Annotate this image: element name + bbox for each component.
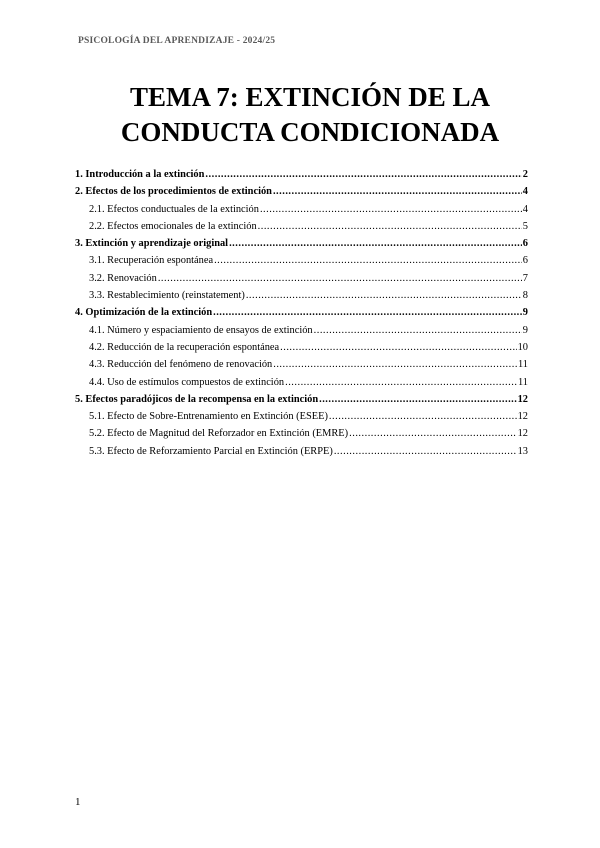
toc-subsection-entry[interactable] — [75, 218, 528, 235]
toc-entry-page: 11 — [517, 376, 528, 388]
toc-entry-page: 10 — [517, 341, 528, 353]
toc-subsection-entry[interactable] — [75, 339, 528, 356]
toc-entry-label: 5.3. Efecto de Reforzamiento Parcial en Extinción (ERPE) — [89, 445, 333, 457]
toc-subsection-entry[interactable] — [75, 270, 528, 287]
toc-leader-dots — [319, 391, 517, 408]
toc-section-entry[interactable] — [75, 183, 528, 200]
toc-entry-page: 9 — [522, 324, 528, 336]
toc-entry-label: 2.2. Efectos emocionales de la extinción — [89, 220, 257, 232]
toc-entry-label: 3. Extinción y aprendizaje original — [75, 238, 229, 250]
toc-entry-page: 8 — [522, 290, 528, 302]
document-title — [60, 80, 560, 150]
toc-entry-page: 4 — [522, 203, 528, 215]
toc-leader-dots — [258, 218, 522, 235]
toc-entry-label: 5.1. Efecto de Sobre-Entrenamiento en Extinción (ESEE) — [89, 411, 328, 423]
toc-subsection-entry[interactable] — [75, 201, 528, 218]
toc-subsection-entry[interactable] — [75, 356, 528, 373]
toc-entry-label: 2. Efectos de los procedimientos de extinción — [75, 186, 272, 198]
toc-section-entry[interactable] — [75, 235, 528, 252]
toc-entry-page: 5 — [522, 220, 528, 232]
page-header: PSICOLOGÍA DEL APRENDIZAJE - 2024/25 — [78, 36, 276, 46]
toc-entry-label: 1. Introducción a la extinción — [75, 169, 205, 180]
toc-leader-dots — [273, 183, 522, 200]
toc-leader-dots — [314, 322, 522, 339]
toc-entry-page: 11 — [517, 359, 528, 371]
toc-entry-label: 4.3. Reducción del fenómeno de renovación — [89, 359, 273, 371]
toc-subsection-entry[interactable] — [75, 408, 528, 425]
toc-entry-label: 4. Optimización de la extinción — [75, 307, 213, 319]
page-number: 1 — [75, 796, 81, 808]
toc-entry-page: 7 — [522, 272, 528, 284]
toc-entry-label: 3.1. Recuperación espontánea — [89, 255, 214, 267]
toc-entry-page: 12 — [517, 411, 528, 423]
table-of-contents — [75, 166, 528, 460]
toc-leader-dots — [349, 425, 516, 442]
toc-leader-dots — [213, 304, 522, 321]
toc-leader-dots — [285, 374, 517, 391]
toc-leader-dots — [246, 287, 522, 304]
toc-subsection-entry[interactable] — [75, 287, 528, 304]
toc-section-entry[interactable] — [75, 166, 528, 183]
toc-entry-label: 4.2. Reducción de la recuperación espontánea — [89, 341, 280, 353]
toc-leader-dots — [260, 201, 522, 218]
title-line-1: TEMA 7: EXTINCIÓN DE LA — [129, 82, 491, 112]
toc-entry-label: 3.3. Restablecimiento (reinstatement) — [89, 290, 245, 302]
toc-entry-page: 4 — [522, 186, 528, 198]
toc-subsection-entry[interactable] — [75, 252, 528, 269]
toc-entry-page: 6 — [522, 255, 528, 267]
toc-entry-label: 2.1. Efectos conductuales de la extinción — [89, 203, 259, 215]
toc-section-entry[interactable] — [75, 391, 528, 408]
toc-entry-page: 9 — [522, 307, 528, 319]
toc-subsection-entry[interactable] — [75, 322, 528, 339]
toc-subsection-entry[interactable] — [75, 374, 528, 391]
toc-entry-page: 6 — [522, 238, 528, 250]
toc-entry-label: 4.1. Número y espaciamiento de ensayos de extinción — [89, 324, 313, 336]
toc-entry-label: 5.2. Efecto de Magnitud del Reforzador en Extinción (EMRE) — [89, 428, 349, 440]
toc-leader-dots — [214, 252, 522, 269]
toc-section-entry[interactable] — [75, 304, 528, 321]
toc-entry-page: 12 — [517, 428, 528, 440]
toc-subsection-entry[interactable] — [75, 443, 528, 460]
title-line-2: CONDUCTA CONDICIONADA — [120, 117, 500, 147]
toc-entry-page: 12 — [517, 393, 528, 405]
toc-leader-dots — [329, 408, 517, 425]
toc-subsection-entry[interactable] — [75, 425, 528, 442]
toc-leader-dots — [334, 443, 517, 460]
toc-leader-dots — [229, 235, 522, 252]
toc-leader-dots — [205, 166, 521, 183]
toc-entry-label: 5. Efectos paradójicos de la recompensa en la extinción — [75, 393, 319, 405]
toc-entry-page: 2 — [522, 169, 528, 180]
toc-leader-dots — [158, 270, 522, 287]
toc-leader-dots — [280, 339, 516, 356]
toc-entry-label: 3.2. Renovación — [89, 272, 157, 284]
toc-entry-label: 4.4. Uso de estímulos compuestos de extinción — [89, 376, 285, 388]
toc-leader-dots — [273, 356, 517, 373]
toc-entry-page: 13 — [517, 445, 528, 457]
